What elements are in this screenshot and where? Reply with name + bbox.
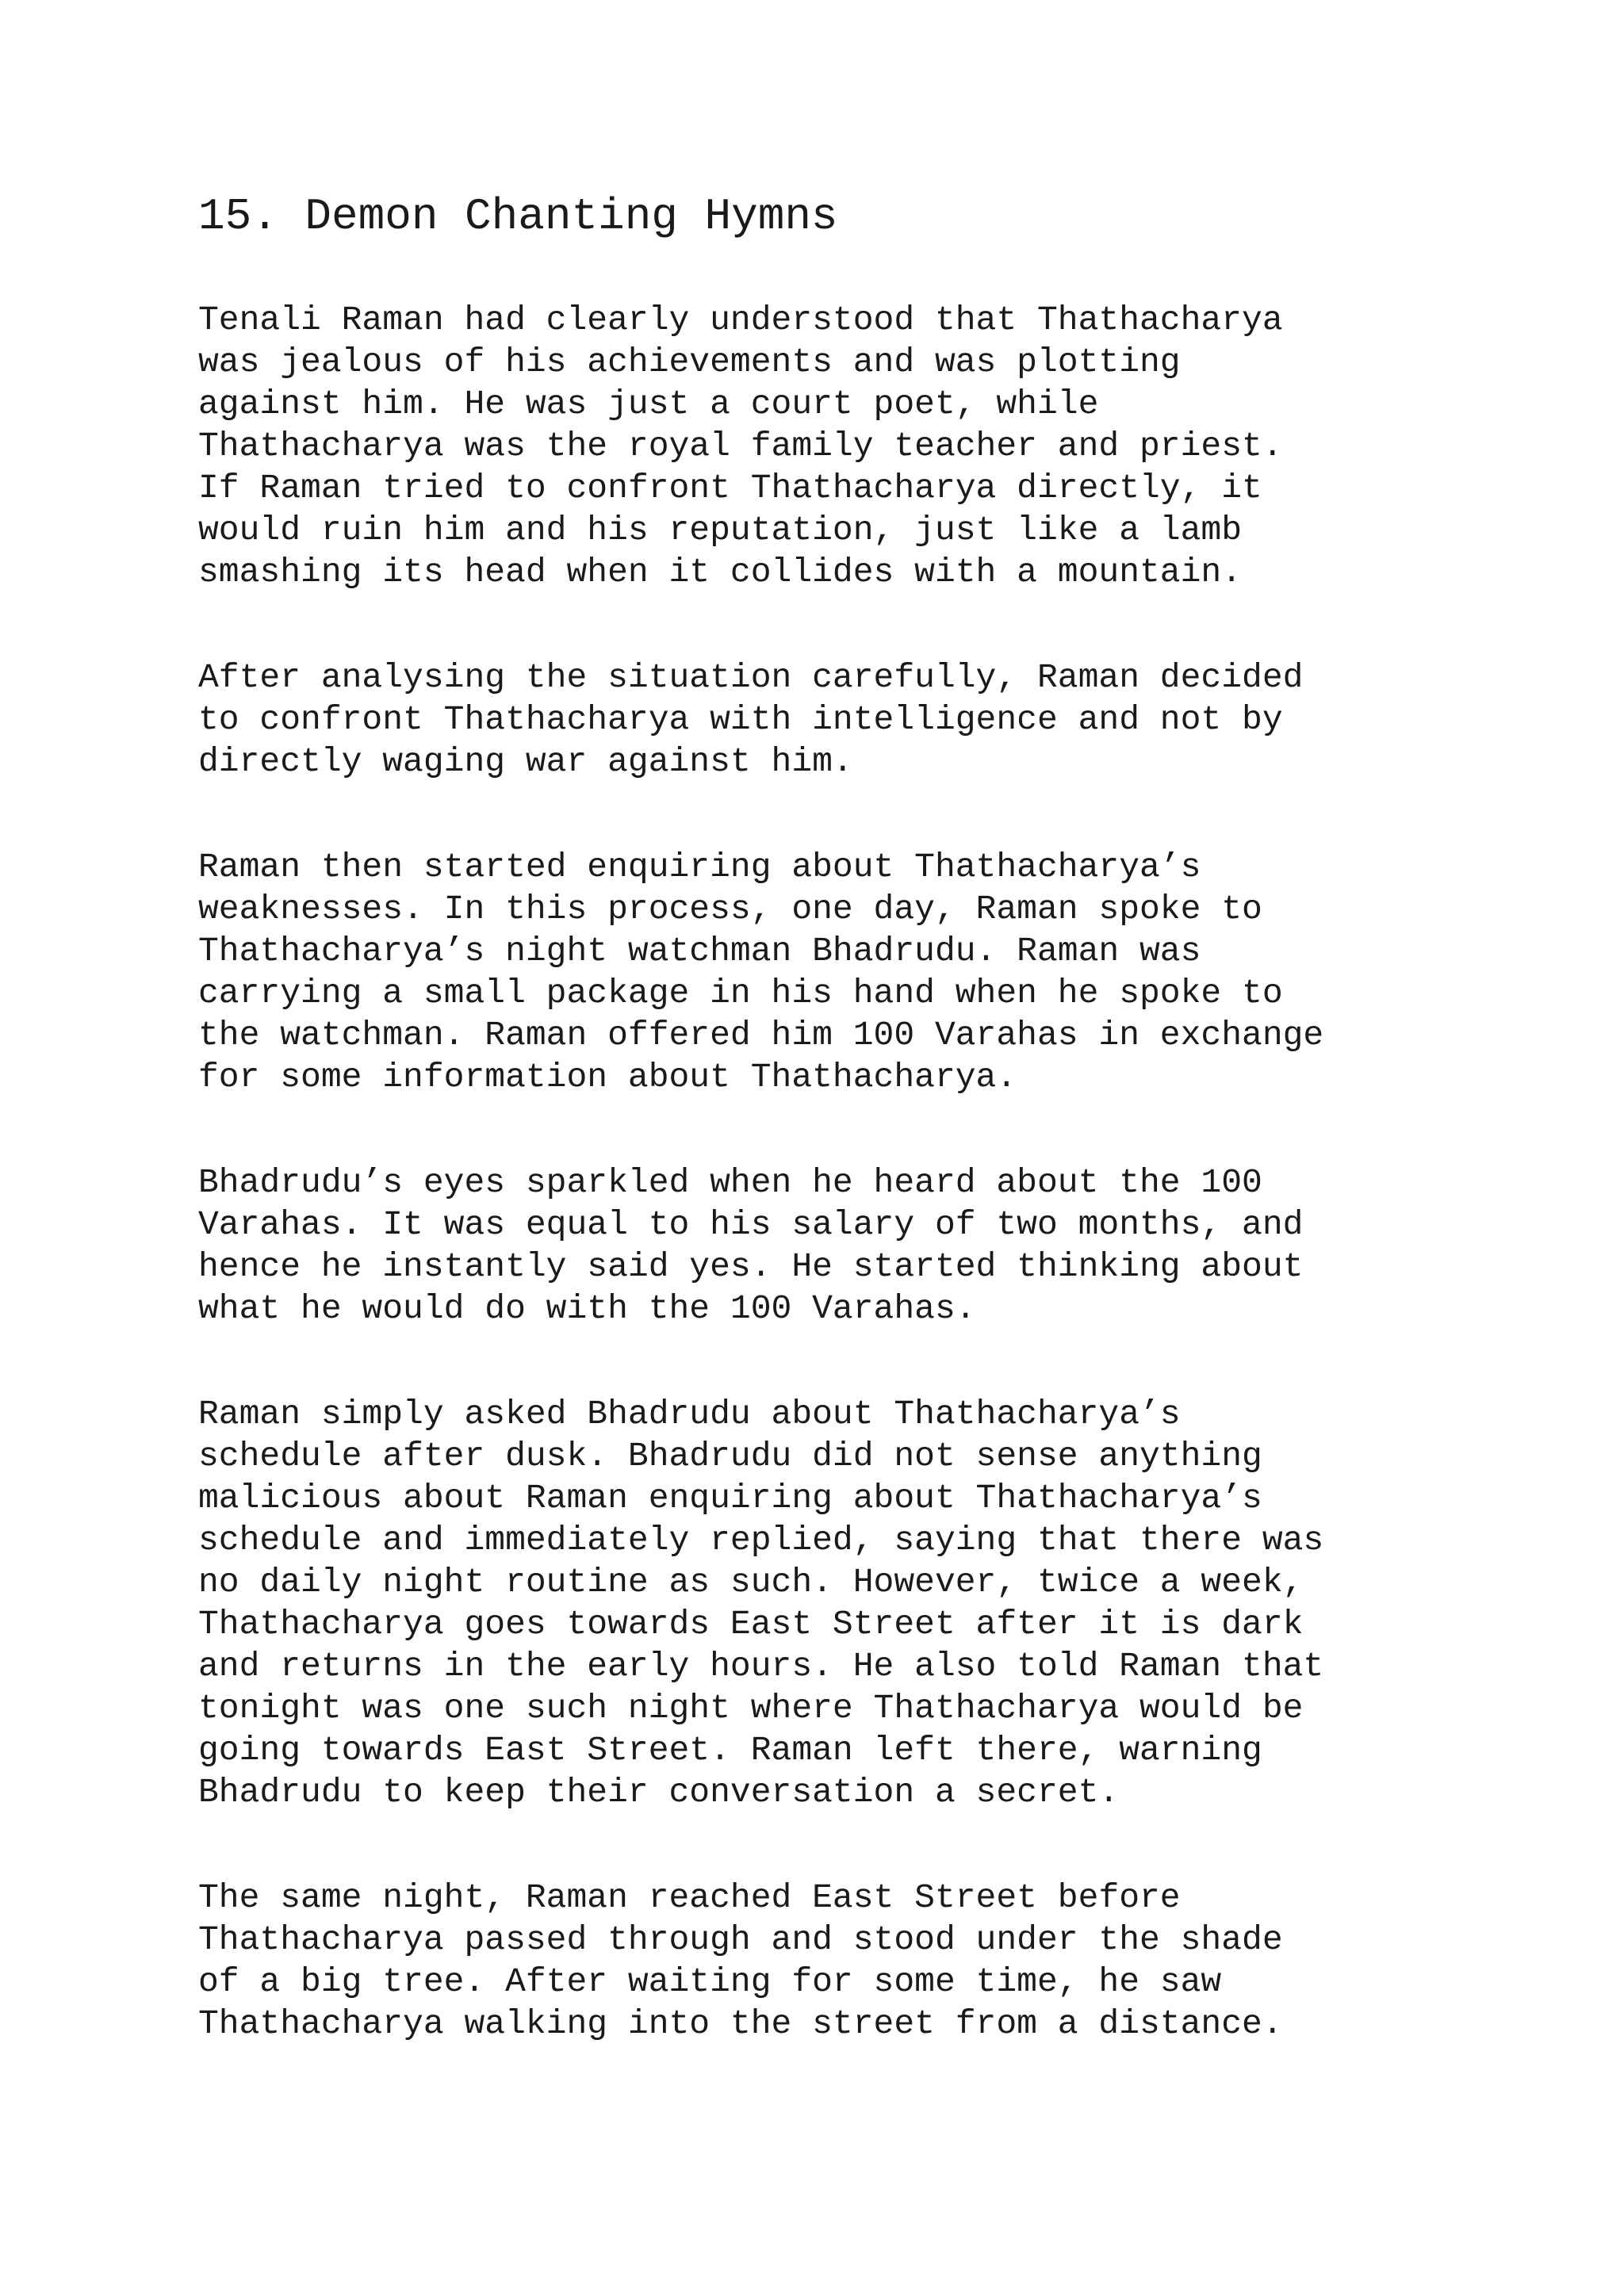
paragraph: Raman simply asked Bhadrudu about Thathacharya’s schedule after dusk. Bhadrudu did not sense anything malicious about Raman enquiring about Thathacharya’s schedule and immediately replied, saying that there was no daily night routine as such. However, twice a week, Thathacharya goes towards East Street after it is dark and returns in the early hours. He also told Raman that tonight was one such night where Thathacharya would be going towards East Street. Raman left there, warning Bhadrudu to keep their conversation a secret. [198,1395,1324,1812]
paragraph: Raman then started enquiring about Thathacharya’s weaknesses. In this process, one day, Raman spoke to Thathacharya’s night watchman Bhadrudu. Raman was carrying a small package in his hand when he spoke to the watchman. Raman offered him 100 Varahas in exchange for some information about Thathacharya. [198,848,1324,1097]
paragraph: Tenali Raman had clearly understood that Thathacharya was jealous of his achievements and was plotting against him. He was just a court poet, while Thathacharya was the royal family teacher and priest. If Raman tried to confront Thathacharya directly, it would ruin him and his reputation, just like a lamb smashing its head when it collides with a mountain. [198,300,1283,592]
paragraph: The same night, Raman reached East Street before Thathacharya passed through and stood under the shade of a big tree. After waiting for some time, he saw Thathacharya walking into the street from a distance. [198,1878,1283,2044]
paragraph: After analysing the situation carefully, Raman decided to confront Thathacharya with intelligence and not by directly waging war against him. [198,658,1304,782]
document-body [198,190,1499,2108]
paragraph: Bhadrudu’s eyes sparkled when he heard about the 100 Varahas. It was equal to his salary of two months, and hence he instantly said yes. He started thinking about what he would do with the 100 Varahas. [198,1163,1304,1329]
chapter-title: 15. Demon Chanting Hymns [198,191,838,242]
